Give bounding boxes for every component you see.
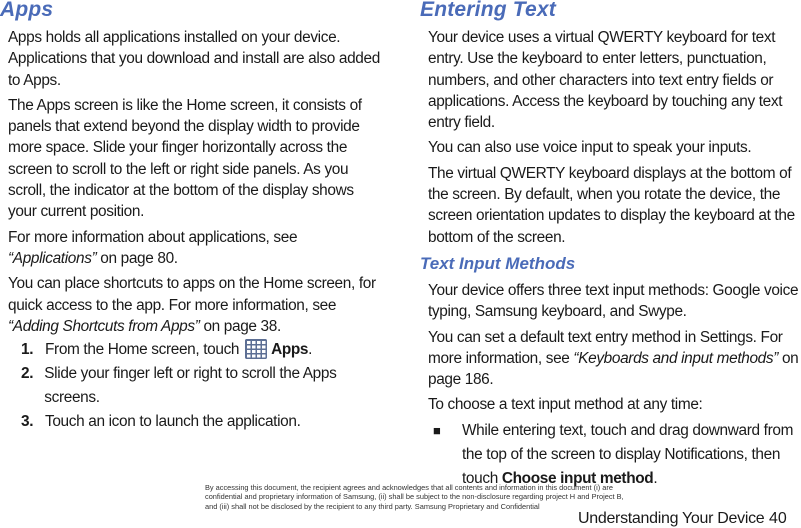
list-item xyxy=(420,419,801,491)
list-item xyxy=(8,362,385,410)
square-bullet-icon: ■ xyxy=(433,422,441,438)
right-column xyxy=(420,0,801,491)
ref-text: For more information about applications, see xyxy=(8,228,298,246)
apps-heading: Apps xyxy=(0,0,54,21)
ref-text: You can set a default text entry method in Settings. For more information, see xyxy=(428,328,783,367)
steps-list xyxy=(0,338,385,434)
step-text: Touch an icon to launch the application. xyxy=(45,413,301,431)
section-title: Understanding Your Device xyxy=(578,510,765,527)
choose-input-method-label: Choose input method xyxy=(501,469,654,487)
list-item xyxy=(8,410,385,434)
text-input-methods-heading: Text Input Methods xyxy=(420,253,576,273)
shortcuts-reference-paragraph xyxy=(0,273,385,337)
left-column xyxy=(0,0,385,434)
applications-link[interactable]: “Applications” xyxy=(8,249,97,267)
step-text-part: . xyxy=(308,341,313,359)
page-number: 40 xyxy=(769,510,787,527)
step-text-part: From the Home screen, touch xyxy=(45,341,244,359)
apps-grid-icon xyxy=(245,339,267,359)
adding-shortcuts-link[interactable]: “Adding Shortcuts from Apps” xyxy=(8,317,200,335)
apps-label: Apps xyxy=(271,341,309,359)
ref-text: You can place shortcuts to apps on the Home screen, for quick access to the app. For more information, see xyxy=(8,275,376,314)
ref-page: on page 38. xyxy=(199,317,281,335)
default-method-paragraph xyxy=(420,327,801,391)
apps-screen-paragraph: The Apps screen is like the Home screen, it consists of panels that extend beyond the display width to provide more space. Slide your finger horizontally across the screen to scroll to the left or right side panels. As you scroll, the indicator at the bottom of the display shows your current position. xyxy=(8,96,362,221)
step-number: 1. xyxy=(21,341,34,359)
bullet-text-part: . xyxy=(653,469,658,487)
confidentiality-notice: By accessing this document, the recipient agrees and acknowledges that all contents and information in this document (i) are confidential and proprietary information of Samsung, (ii) shall be subject to the non-disclosure regarding project H and Project B, and (iii) shall not be disclosed by the recipient to any third party. Samsung Proprietary and Confidential xyxy=(205,483,624,511)
keyboard-display-paragraph: The virtual QWERTY keyboard displays at the bottom of the screen. By default, when you rotate the device, the screen orientation updates to display the keyboard at the bottom of the screen. xyxy=(428,164,795,246)
step-number: 2. xyxy=(21,365,34,383)
bullet-text xyxy=(462,419,801,491)
keyboards-input-methods-link[interactable]: “Keyboards and input methods” xyxy=(573,349,779,367)
input-methods-paragraph: Your device offers three text input methods: Google voice typing, Samsung keyboard, and Swype. xyxy=(428,281,799,321)
step-number: 3. xyxy=(21,413,34,431)
entering-text-heading: Entering Text xyxy=(420,0,557,21)
list-item xyxy=(8,338,385,362)
ref-page: on page 80. xyxy=(96,249,178,267)
bullet-text-part: While entering text, touch and drag downward from the top of the screen to display Notifications, then touch xyxy=(462,421,794,487)
applications-reference-paragraph xyxy=(0,227,385,270)
keyboard-intro-paragraph: Your device uses a virtual QWERTY keyboard for text entry. Use the keyboard to enter letters, punctuation, numbers, and other characters into text entry fields or applications. Access the keyboard by touching any text entry field. xyxy=(428,29,783,132)
step-text: Slide your finger left or right to scroll the Apps screens. xyxy=(44,365,337,407)
choose-method-paragraph: To choose a text input method at any time: xyxy=(428,396,703,414)
voice-input-paragraph: You can also use voice input to speak your inputs. xyxy=(428,139,752,157)
ref-page: on page 186. xyxy=(428,349,799,389)
apps-intro-paragraph: Apps holds all applications installed on your device. Applications that you download and install are also added to Apps. xyxy=(8,29,380,89)
step-text xyxy=(45,338,312,362)
